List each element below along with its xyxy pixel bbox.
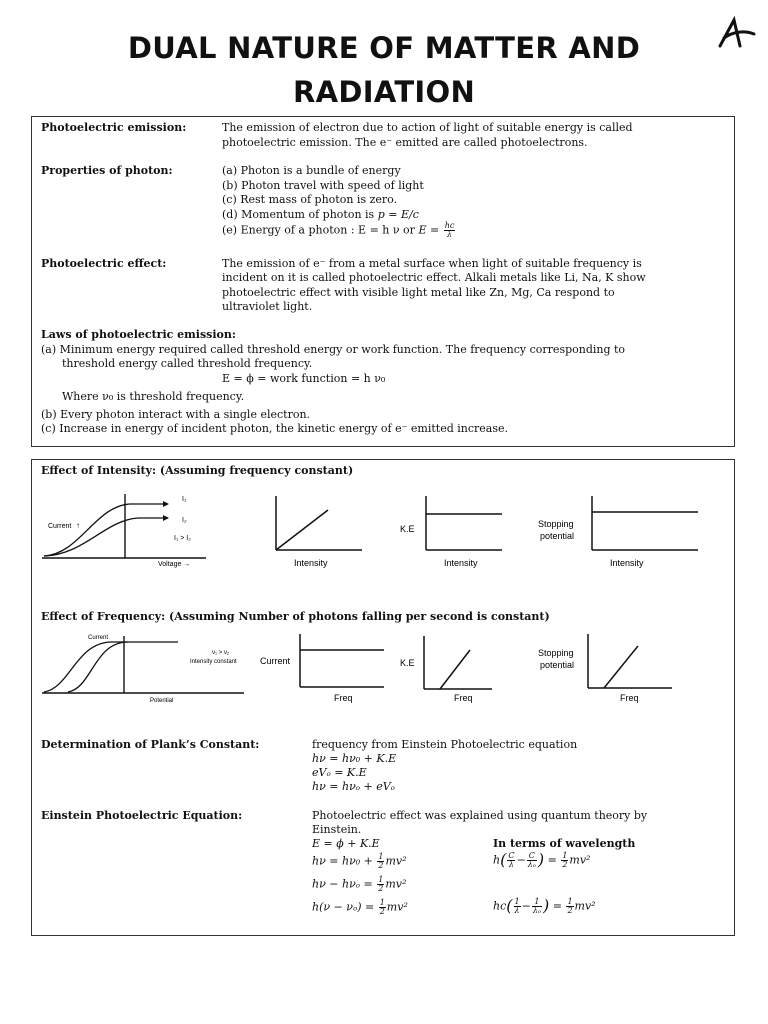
law-b: (b) Every photon interact with a single electron. [41,408,311,421]
hc-over-lambda: $\frac{hc}{\lambda}$ [444,221,455,239]
g4-xlabel: Intensity [610,558,644,568]
g8-xlabel: Freq [620,693,639,703]
one-half: $\frac{1}{2}$ [378,875,384,893]
prop-a: (a) Photon is a bundle of energy [222,164,401,177]
curve-nu2 [68,642,128,692]
linear-rise [604,646,638,688]
page-title-line2: RADIATION [292,75,476,109]
ein-eq3: hν − hνₒ = $\frac{1}{2}$ mv² [312,875,407,893]
law-a-equation: E = ϕ = work function = h ν₀ [222,372,386,385]
plank-intro: frequency from Einstein Photoelectric equation [312,738,578,751]
law-where: Where ν₀ is threshold frequency. [62,390,245,403]
law-a-line1: (a) Minimum energy required called threshold energy or work function. The frequency corresponding to [41,343,626,356]
one-half: $\frac{1}{2}$ [378,852,384,870]
g5-xlabel: Potential [150,698,174,704]
label-i2: I₂ [182,517,187,524]
law-a-line2: threshold energy called threshold frequency. [62,357,313,370]
page-title-line1: DUAL NATURE OF MATTER AND [127,31,641,65]
momentum-formula: p = E/c [377,208,419,221]
curve-nu1 [44,642,178,692]
g6-ylabel: Current [260,656,291,666]
g3-xlabel: Intensity [444,558,478,568]
einstein-label: Einstein Photoelectric Equation: [41,809,243,822]
prop-d [222,208,419,223]
plank-eq3: hν = hνₒ + eVₒ [312,780,395,793]
linear-rise [276,510,328,550]
label-i1-gt-i2: I₁ > I₂ [174,535,191,542]
frequency-heading: Effect of Frequency: (Assuming Number of photons falling per second is constant) [41,610,550,623]
g8-ylabel1: Stopping [538,648,574,658]
one-half: $\frac{1}{2}$ [379,898,385,916]
ke-freq-graph [398,630,508,706]
intensity-heading: Effect of Intensity: (Assuming frequency constant) [41,464,354,477]
prop-d-text: (d) Momentum of photon is [222,208,375,221]
g1-ylabel: Current [48,523,72,530]
plank-eq1: hν = hν₀ + K.E [312,752,397,765]
g2-xlabel: Intensity [294,558,328,568]
wavelength-eq1: h( $\frac{C}{\lambda}$ − $\frac{C}{\text{λₒ}}$ ) = $\frac{1}{2}$ mv² [493,850,591,870]
stopping-intensity-graph [532,492,702,572]
prop-e-text: (e) Energy of a photon : E = h ν or [222,223,415,237]
prop-b: (b) Photon travel with speed of light [222,179,424,192]
g7-xlabel: Freq [454,693,473,703]
wavelength-heading: In terms of wavelength [493,837,636,850]
g7-ylabel: K.E [400,658,415,668]
prop-label: Properties of photon: [41,164,173,177]
current-voltage-graph [40,486,210,570]
current-intensity-graph [262,492,372,572]
prop-e [222,222,456,239]
g3-ylabel: K.E [400,524,415,534]
pe-line2: photoelectric emission. The e⁻ emitted are called photoelectrons. [222,136,588,149]
g5-note1: ν₁ > ν₂ [212,650,230,656]
einstein-intro1: Photoelectric effect was explained using quantum theory by [312,809,648,822]
label-i1: I₁ [182,496,187,503]
g1-arrow: ↑ [76,521,80,530]
g4-ylabel1: Stopping [538,519,574,529]
linear-rise [440,650,470,689]
energy-formula-lhs: E = [418,223,440,237]
pe-line1: The emission of electron due to action of light of suitable energy is called [222,121,633,134]
ein-eq4: h(ν − νₒ) = $\frac{1}{2}$ mv² [312,898,408,916]
g5-ylabel: Current [88,635,109,641]
plank-label: Determination of Plank’s Constant: [41,738,260,751]
current-potential-freq-graph [40,630,250,706]
current-freq-graph [258,630,388,706]
wavelength-eq2: hc( $\frac{1}{\lambda}$ − $\frac{1}{\text{λₒ}}$ ) = $\frac{1}{2}$ mv² [493,896,596,916]
ein-eq1: E = ϕ + K.E [312,837,380,850]
g4-ylabel2: potential [540,531,575,541]
g1-xlabel: Voltage → [158,561,191,568]
pe-label: Photoelectric emission: [41,121,187,134]
g5-note2: Intensity constant [190,659,237,665]
g6-xlabel: Freq [334,693,353,703]
effect-line3: photoelectric effect with visible light metal like Zn, Mg, Ca respond to [222,286,615,299]
ke-intensity-graph [398,492,508,572]
stopping-freq-graph [532,630,682,706]
effect-label: Photoelectric effect: [41,257,167,270]
prop-c: (c) Rest mass of photon is zero. [222,193,398,206]
ein-eq2: hν = hν₀ + $\frac{1}{2}$ mv² [312,852,407,870]
effect-line4: ultraviolet light. [222,300,313,313]
g8-ylabel2: potential [540,660,575,670]
effect-line1: The emission of e⁻ from a metal surface when light of suitable frequency is [222,257,642,270]
laws-heading: Laws of photoelectric emission: [41,328,236,341]
effect-line2: incident on it is called photoelectric effect. Alkali metals like Li, Na, K show [222,271,646,284]
plank-eq2: eVₒ = K.E [312,766,367,779]
law-c: (c) Increase in energy of incident photon, the kinetic energy of e⁻ emitted increase. [41,422,509,435]
einstein-intro2: Einstein. [312,823,362,836]
